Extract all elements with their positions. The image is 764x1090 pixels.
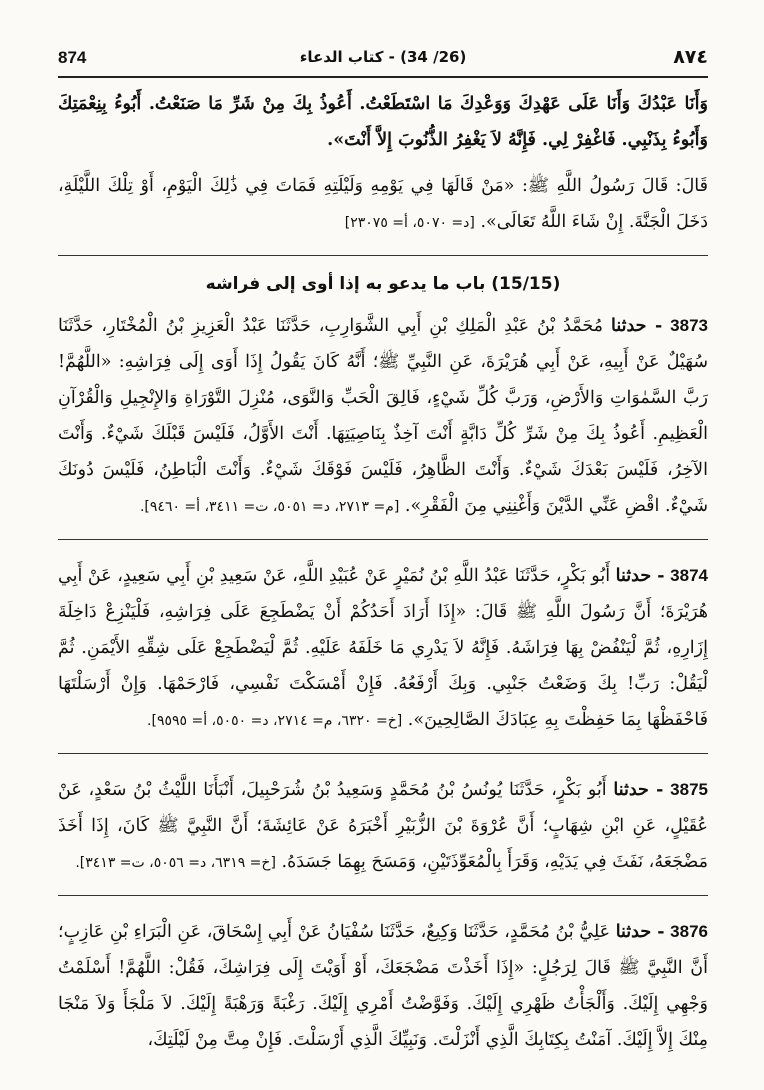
hadith-number: 3875 [670, 780, 708, 799]
references: [خ= ٦٣٢٠، م= ٢٧١٤، د= ٥٠٥٠، أ= ٩٥٩٥]. [147, 713, 403, 729]
section-rule [58, 753, 708, 754]
running-title: (26/ 34) - كتاب الدعاء [299, 48, 467, 66]
hadith-lead: حدثنا [615, 922, 652, 942]
header-rule [58, 76, 708, 78]
continued-text-body: وَأَنَا عَبْدُكَ وَأَنَا عَلَى عَهْدِكَ وَوَعْدِكَ مَا اسْتَطَعْتُ. أَعُوذُ بِكَ مِنْ شَرِّ مَا صَنَعْتُ. أَبُوءُ بِنِعْمَتِكَ وَأَبُوءُ بِذَنْبِي. فَاغْفِرْ لِي. فَإِنَّهُ لاَ يَغْفِرُ الذُّنُوبَ إِلاَّ أَنْتَ». [58, 94, 708, 150]
hadith-text: أَبُو بَكْرٍ، حَدَّثَنَا عَبْدُ اللَّهِ بْنُ نُمَيْرٍ عَنْ عُبَيْدِ اللَّهِ، عَنْ سَعِيدِ بْنِ أَبِي سَعِيدٍ، عَنْ أَبِي هُرَيْرَةَ؛ أَنَّ رَسُولَ اللَّهِ ﷺ قَالَ: «إِذَا أَرَادَ أَحَدُكُمْ أَنْ يَضْطَجِعَ عَلَى فِرَاشِهِ، فَلْيَنْزِعْ دَاخِلَةَ إِزَارِهِ، ثُمَّ لْيَنْفُضْ بِهَا فِرَاشَهُ. فَإِنَّهُ لاَ يَدْرِي مَا خَلَفَهُ عَلَيْهِ. ثُمَّ لْيَضْطَجِعْ عَلَى شِقِّهِ الأَيْمَنِ. ثُمَّ لْيَقُلْ: رَبِّ! بِكَ وَضَعْتُ جَنْبِي. وَبِكَ أَرْفَعُهُ. فَإِنْ أَمْسَكْتَ نَفْسِي، فَارْحَمْهَا. وَإِنْ أَرْسَلْتَهَا فَاحْفَظْهَا بِمَا حَفِظْتَ بِهِ عِبَادَكَ الصَّالِحِينَ». [58, 566, 708, 730]
continued-text-2 [58, 168, 708, 241]
hadith-text: مُحَمَّدُ بْنُ عَبْدِ الْمَلِكِ بْنِ أَبِي الشَّوَارِبِ، حَدَّثَنَا عَبْدُ الْعَزِيزِ بْنُ الْمُخْتَارِ، حَدَّثَنَا سُهَيْلٌ عَنْ أَبِيهِ، عَنْ أَبِي هُرَيْرَةَ، عَنِ النَّبِيِّ ﷺ؛ أَنَّهُ كَانَ يَقُولُ إِذَا أَوَى إِلَى فِرَاشِهِ: «اللَّهُمَّ! رَبَّ السَّمٰوَاتِ وَالأَرْضِ، وَرَبَّ كُلِّ شَيْءٍ، فَالِقَ الْحَبِّ وَالنَّوَى، مُنْزِلَ التَّوْرَاةِ وَالإِنْجِيلِ وَالْقُرْآنِ الْعَظِيمِ. أَعُوذُ بِكَ مِنْ شَرِّ كُلِّ دَابَّةٍ أَنْتَ آخِذٌ بِنَاصِيَتِهَا. أَنْتَ الأَوَّلُ، فَلَيْسَ قَبْلَكَ شَيْءٌ. وَأَنْتَ الآخِرُ، فَلَيْسَ بَعْدَكَ شَيْءٌ. وَأَنْتَ الظَّاهِرُ، فَلَيْسَ فَوْقَكَ شَيْءٌ. وَأَنْتَ الْبَاطِنُ، فَلَيْسَ دُونَكَ شَيْءٌ. اقْضِ عَنِّي الدَّيْنَ وَأَغْنِنِي مِنَ الْفَقْرِ». [58, 316, 708, 516]
hadith-number: 3876 [670, 922, 708, 941]
continued-text-2-body: قَالَ: قَالَ رَسُولُ اللَّهِ ﷺ: «مَنْ قَالَهَا فِي يَوْمِهِ وَلَيْلَتِهِ فَمَاتَ فِي ذَٰلِكَ الْيَوْمِ، أَوْ تِلْكَ اللَّيْلَةِ، دَخَلَ الْجَنَّةَ. إِنْ شَاءَ اللَّهُ تَعَالَى». [58, 176, 708, 232]
hadith-lead: حدثنا [615, 566, 652, 586]
page-number-arabic: ٨٧٤ [673, 46, 708, 68]
references: [د= ٥٠٧٠، أ= ٢٣٠٧٥] [344, 215, 475, 231]
section-rule [58, 255, 708, 256]
hadith-text: عَلِيُّ بْنُ مُحَمَّدٍ، حَدَّثَنَا وَكِيعٌ، حَدَّثَنَا سُفْيَانُ عَنْ أَبِي إِسْحَاقَ، عَنِ الْبَرَاءِ بْنِ عَازِبٍ؛ أَنَّ النَّبِيَّ ﷺ قَالَ لِرَجُلٍ: «إِذَا أَخَذْتَ مَضْجَعَكَ، أَوْ أَوَيْتَ إِلَى فِرَاشِكَ، فَقُلْ: اللَّهُمَّ! أَسْلَمْتُ وَجْهِي إِلَيْكَ. وَأَلْجَأْتُ ظَهْرِي إِلَيْكَ. وَفَوَّضْتُ أَمْرِي إِلَيْكَ. رَغْبَةً وَرَهْبَةً إِلَيْكَ. لاَ مَلْجَأَ وَلاَ مَنْجَا مِنْكَ إِلاَّ إِلَيْكَ. آمَنْتُ بِكِتَابِكَ الَّذِي أَنْزَلْتَ. وَنَبِيِّكَ الَّذِي أَرْسَلْتَ. فَإِنْ مِتَّ مِنْ لَيْلَتِكَ، [58, 922, 708, 1050]
section-rule [58, 539, 708, 540]
hadith-block: 3876 - حدثنا عَلِيُّ بْنُ مُحَمَّدٍ، حَدَّثَنَا وَكِيعٌ، حَدَّثَنَا سُفْيَانُ عَنْ أَبِي إِسْحَاقَ، عَنِ الْبَرَاءِ بْنِ عَازِبٍ؛ أَنَّ النَّبِيَّ ﷺ قَالَ لِرَجُلٍ: «إِذَا أَخَذْتَ مَضْجَعَكَ، أَوْ أَوَيْتَ إِلَى فِرَاشِكَ، فَقُلْ: اللَّهُمَّ! أَسْلَمْتُ وَجْهِي إِلَيْكَ. وَأَلْجَأْتُ ظَهْرِي إِلَيْكَ. وَفَوَّضْتُ أَمْرِي إِلَيْكَ. رَغْبَةً وَرَهْبَةً إِلَيْكَ. لاَ مَلْجَأَ وَلاَ مَنْجَا مِنْكَ إِلاَّ إِلَيْكَ. آمَنْتُ بِكِتَابِكَ الَّذِي أَنْزَلْتَ. وَنَبِيِّكَ الَّذِي أَرْسَلْتَ. فَإِنْ مِتَّ مِنْ لَيْلَتِكَ، [58, 922, 708, 1050]
page-header [58, 42, 708, 80]
hadith-text: أَبُو بَكْرٍ، حَدَّثَنَا يُونُسُ بْنُ مُحَمَّدٍ وَسَعِيدُ بْنُ شُرَحْبِيلَ، أَنْبَأَنَا اللَّيْثُ بْنُ سَعْدٍ، عَنْ عُقَيْلٍ، عَنِ ابْنِ شِهَابٍ؛ أَنَّ عُرْوَةَ بْنَ الزُّبَيْرِ أَخْبَرَهُ عَنْ عَائِشَةَ؛ أَنَّ النَّبِيَّ ﷺ كَانَ، إِذَا أَخَذَ مَضْجَعَهُ، نَفَثَ فِي يَدَيْهِ، وَقَرَأَ بِالْمُعَوِّذَتَيْنِ، وَمَسَحَ بِهِمَا جَسَدَهُ. [58, 780, 708, 872]
hadith-block: 3875 - حدثنا أَبُو بَكْرٍ، حَدَّثَنَا يُونُسُ بْنُ مُحَمَّدٍ وَسَعِيدُ بْنُ شُرَحْبِيلَ، أَنْبَأَنَا اللَّيْثُ بْنُ سَعْدٍ، عَنْ عُقَيْلٍ، عَنِ ابْنِ شِهَابٍ؛ أَنَّ عُرْوَةَ بْنَ الزُّبَيْرِ أَخْبَرَهُ عَنْ عَائِشَةَ؛ أَنَّ النَّبِيَّ ﷺ كَانَ، إِذَا أَخَذَ مَضْجَعَهُ، نَفَثَ فِي يَدَيْهِ، وَقَرَأَ بِالْمُعَوِّذَتَيْنِ، وَمَسَحَ بِهِمَا جَسَدَهُ. [خ= ٦٣١٩، د= ٥٠٥٦، ت= ٣٤١٣]. [58, 780, 708, 872]
section-rule [58, 895, 708, 896]
page-number-latin: 874 [58, 48, 87, 67]
chapter-title: (15/15) باب ما يدعو به إذا أوى إلى فراشه [205, 274, 561, 294]
hadith-block: 3874 - حدثنا أَبُو بَكْرٍ، حَدَّثَنَا عَبْدُ اللَّهِ بْنُ نُمَيْرٍ عَنْ عُبَيْدِ اللَّهِ، عَنْ سَعِيدِ بْنِ أَبِي سَعِيدٍ، عَنْ أَبِي هُرَيْرَةَ؛ أَنَّ رَسُولَ اللَّهِ ﷺ قَالَ: «إِذَا أَرَادَ أَحَدُكُمْ أَنْ يَضْطَجِعَ عَلَى فِرَاشِهِ، فَلْيَنْزِعْ دَاخِلَةَ إِزَارِهِ، ثُمَّ لْيَنْفُضْ بِهَا فِرَاشَهُ. فَإِنَّهُ لاَ يَدْرِي مَا خَلَفَهُ عَلَيْهِ. ثُمَّ لْيَضْطَجِعْ عَلَى شِقِّهِ الأَيْمَنِ. ثُمَّ لْيَقُلْ: رَبِّ! بِكَ وَضَعْتُ جَنْبِي. وَبِكَ أَرْفَعُهُ. فَإِنْ أَمْسَكْتَ نَفْسِي، فَارْحَمْهَا. وَإِنْ أَرْسَلْتَهَا فَاحْفَظْهَا بِمَا حَفِظْتَ بِهِ عِبَادَكَ الصَّالِحِينَ». [خ= ٦٣٢٠، م= ٢٧١٤، د= ٥٠٥٠، أ= ٩٥٩٥]. [58, 566, 708, 730]
hadith-lead: حدثنا [613, 780, 649, 800]
hadith-lead: حدثنا [611, 316, 647, 336]
references: [م= ٢٧١٣، د= ٥٠٥١، ت= ٣٤١١، أ= ٩٤٦٠]. [139, 499, 400, 515]
hadith-block: 3873 - حدثنا مُحَمَّدُ بْنُ عَبْدِ الْمَلِكِ بْنِ أَبِي الشَّوَارِبِ، حَدَّثَنَا عَبْدُ الْعَزِيزِ بْنُ الْمُخْتَارِ، حَدَّثَنَا سُهَيْلٌ عَنْ أَبِيهِ، عَنْ أَبِي هُرَيْرَةَ، عَنِ النَّبِيِّ ﷺ؛ أَنَّهُ كَانَ يَقُولُ إِذَا أَوَى إِلَى فِرَاشِهِ: «اللَّهُمَّ! رَبَّ السَّمٰوَاتِ وَالأَرْضِ، وَرَبَّ كُلِّ شَيْءٍ، فَالِقَ الْحَبِّ وَالنَّوَى، مُنْزِلَ التَّوْرَاةِ وَالإِنْجِيلِ وَالْقُرْآنِ الْعَظِيمِ. أَعُوذُ بِكَ مِنْ شَرِّ كُلِّ دَابَّةٍ أَنْتَ آخِذٌ بِنَاصِيَتِهَا. أَنْتَ الأَوَّلُ، فَلَيْسَ قَبْلَكَ شَيْءٌ. وَأَنْتَ الآخِرُ، فَلَيْسَ بَعْدَكَ شَيْءٌ. وَأَنْتَ الظَّاهِرُ، فَلَيْسَ فَوْقَكَ شَيْءٌ. وَأَنْتَ الْبَاطِنُ، فَلَيْسَ دُونَكَ شَيْءٌ. اقْضِ عَنِّي الدَّيْنَ وَأَغْنِنِي مِنَ الْفَقْرِ». [م= ٢٧١٣، د= ٥٠٥١، ت= ٣٤١١، أ= ٩٤٦٠]. [58, 316, 708, 516]
hadith-number: 3874 [670, 566, 708, 585]
continued-text [58, 86, 708, 158]
page-content [58, 86, 708, 1058]
hadith-number: 3873 [670, 316, 708, 335]
references: [خ= ٦٣١٩، د= ٥٠٥٦، ت= ٣٤١٣]. [75, 855, 276, 871]
